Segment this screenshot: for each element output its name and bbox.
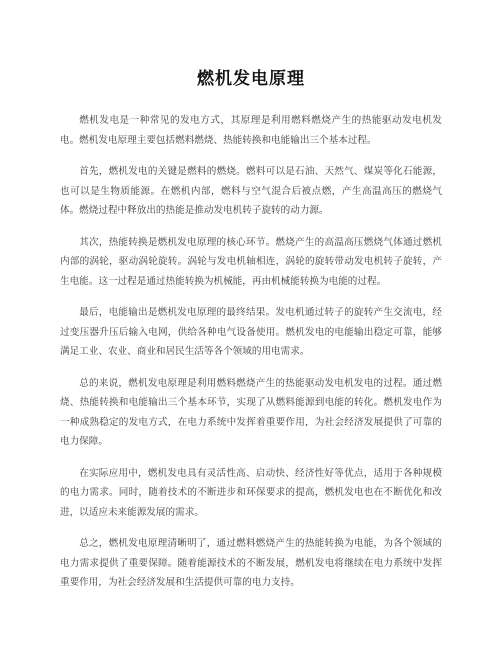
paragraph-7: 总之，燃机发电原理清晰明了，通过燃料燃烧产生的热能转换为电能，为各个领域的电力需求提供了重要保障。随着能源技术的不断发展，燃机发电将继续在电力系统中发挥重要作用，为社会经济发展和生活提供可靠的电力支持。 bbox=[60, 538, 442, 588]
paragraph-1: 燃机发电是一种常见的发电方式，其原理是利用燃料燃烧产生的热能驱动发电机发电。燃机发电原理主要包括燃料燃烧、热能转换和电能输出三个基本过程。 bbox=[60, 115, 442, 146]
document-title: 燃机发电原理 bbox=[197, 69, 305, 89]
paragraph-3: 其次，热能转换是燃机发电原理的核心环节。燃烧产生的高温高压燃烧气体通过燃机内部的涡轮，驱动涡轮旋转。涡轮与发电机轴相连，涡轮的旋转带动发电机转子旋转，产生电能。这一过程是通过热能转换为机械能，再由机械能转换为电能的过程。 bbox=[60, 236, 442, 287]
paragraph-4: 最后，电能输出是燃机发电原理的最终结果。发电机通过转子的旋转产生交流电，经过变压器升压后输入电网，供给各种电气设备使用。燃机发电的电能输出稳定可靠，能够满足工业、农业、商业和居民生活等各个领域的用电需求。 bbox=[60, 307, 442, 357]
paragraph-2: 首先，燃机发电的关键是燃料的燃烧。燃料可以是石油、天然气、煤炭等化石能源，也可以是生物质能源。在燃机内部，燃料与空气混合后被点燃，产生高温高压的燃烧气体。燃烧过程中释放出的热能是推动发电机转子旋转的动力源。 bbox=[60, 166, 442, 216]
paragraph-5: 总的来说，燃机发电原理是利用燃料燃烧产生的热能驱动发电机发电的过程。通过燃烧、热能转换和电能输出三个基本环节，实现了从燃料能源到电能的转化。燃机发电作为一种成熟稳定的发电方式，在电力系统中发挥着重要作用，为社会经济发展提供了可靠的电力保障。 bbox=[60, 377, 442, 447]
paragraph-6: 在实际应用中，燃机发电具有灵活性高、启动快、经济性好等优点，适用于各种规模的电力需求。同时，随着技术的不断进步和环保要求的提高，燃机发电也在不断优化和改进，以适应未来能源发展的需求。 bbox=[60, 467, 442, 518]
